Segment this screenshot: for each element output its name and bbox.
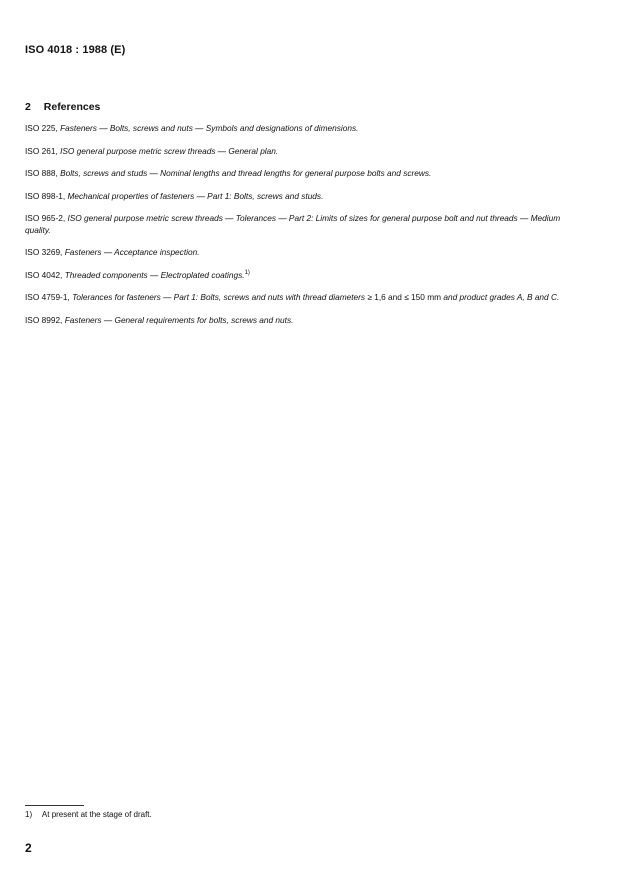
reference-title: Tolerances for fasteners — Part 1: Bolts, screws and nuts with thread diameters bbox=[72, 292, 366, 302]
reference-title: Fasteners — Bolts, screws and nuts — Symbols and designations of dimensions. bbox=[60, 123, 359, 133]
reference-item bbox=[25, 123, 570, 135]
reference-code: ISO 4759-1, bbox=[25, 292, 70, 302]
reference-item bbox=[25, 270, 570, 282]
reference-text: ≥ 1,6 and ≤ 150 mm bbox=[365, 292, 444, 302]
reference-item bbox=[25, 168, 570, 180]
section-number: 2 bbox=[25, 101, 31, 113]
reference-item bbox=[25, 146, 570, 158]
footnote-text: At present at the stage of draft. bbox=[41, 810, 152, 819]
reference-title: Bolts, screws and studs — Nominal lengths and thread lengths for general purpose bolts and screws. bbox=[60, 168, 432, 178]
page-number: 2 bbox=[25, 841, 32, 855]
reference-code: ISO 898-1, bbox=[25, 190, 66, 201]
reference-code: ISO 4042, bbox=[25, 269, 63, 280]
reference-title: Fasteners — Acceptance inspection. bbox=[64, 247, 200, 257]
footnote-reference: 1) bbox=[244, 269, 250, 276]
reference-item bbox=[25, 292, 570, 304]
footnote bbox=[25, 810, 152, 819]
reference-code: ISO 225, bbox=[25, 123, 58, 133]
document-identifier: ISO 4018 : 1988 (E) bbox=[25, 44, 126, 56]
reference-item bbox=[25, 247, 570, 259]
reference-code: ISO 965-2, bbox=[25, 213, 66, 223]
reference-item bbox=[25, 191, 570, 203]
reference-title: Fasteners — General requirements for bolts, screws and nuts. bbox=[64, 314, 294, 325]
reference-title: Mechanical properties of fasteners — Part 1: Bolts, screws and studs. bbox=[67, 190, 324, 201]
section-heading bbox=[25, 101, 100, 113]
footnote-mark: 1) bbox=[25, 810, 33, 819]
reference-item bbox=[25, 315, 570, 327]
reference-code: ISO 3269, bbox=[25, 247, 63, 257]
reference-title: ISO general purpose metric screw threads — General plan. bbox=[60, 145, 279, 156]
reference-item bbox=[25, 213, 570, 236]
footnote-rule bbox=[25, 805, 84, 806]
reference-code: ISO 888, bbox=[25, 168, 58, 178]
reference-code: ISO 8992, bbox=[25, 314, 63, 325]
reference-title: and product grades A, B and C. bbox=[443, 292, 560, 302]
reference-title: Threaded components — Electroplated coatings. bbox=[64, 269, 245, 280]
references-list bbox=[25, 123, 570, 337]
section-title: References bbox=[43, 101, 101, 113]
reference-code: ISO 261, bbox=[25, 145, 58, 156]
reference-title: ISO general purpose metric screw threads — Tolerances — Part 2: Limits of sizes for general purpose bolt and nut threads — Medium quality. bbox=[25, 213, 561, 235]
